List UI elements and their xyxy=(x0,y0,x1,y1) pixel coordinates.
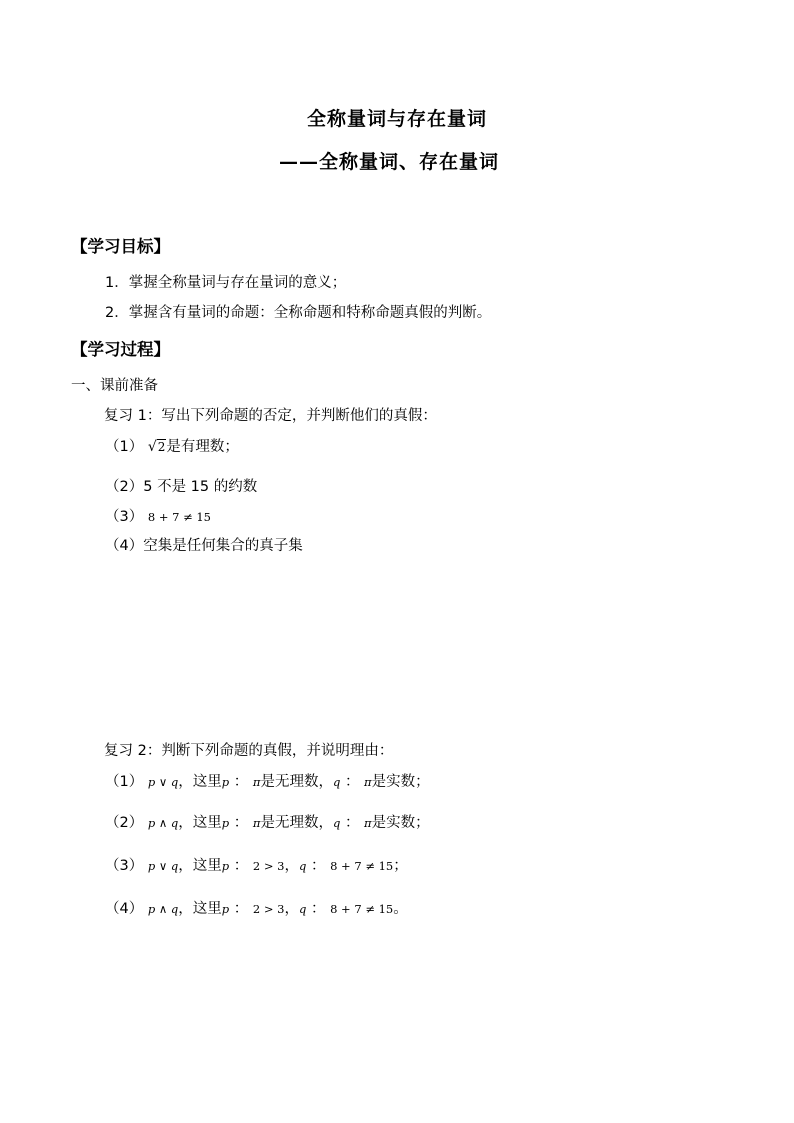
review1-item xyxy=(105,536,303,556)
part-heading: 一、课前准备 xyxy=(71,378,158,394)
item-number: （2） xyxy=(105,479,144,495)
item-text: ，这里 xyxy=(178,774,222,790)
item-text: 是无理数， xyxy=(260,815,333,831)
logic-expression: p ∧ q xyxy=(147,902,179,916)
item-number: （4） xyxy=(105,901,144,917)
inequality-formula: 8 + 7 ≠ 15 xyxy=(330,859,394,873)
pi-symbol: π xyxy=(252,816,261,830)
item-number: （2） xyxy=(105,815,144,831)
section-heading-process: 【学习过程】 xyxy=(71,340,170,359)
var-p: p xyxy=(221,816,230,830)
item-text: 是实数； xyxy=(371,815,430,831)
logic-expression: p ∨ q xyxy=(147,775,179,789)
inequality-formula: 2 > 3 xyxy=(252,859,285,873)
item-text: ； xyxy=(393,858,408,874)
item-text: ，这里 xyxy=(178,815,222,831)
page-title: 全称量词与存在量词 xyxy=(306,108,487,130)
item-text: 空集是任何集合的真子集 xyxy=(143,538,303,554)
var-q: q xyxy=(298,859,307,873)
colon: ： xyxy=(233,858,249,874)
item-number: （3） xyxy=(105,858,144,874)
var-q: q xyxy=(332,816,341,830)
goal-item: 2．掌握含有量词的命题：全称命题和特称命题真假的判断。 xyxy=(105,305,492,321)
var-p: p xyxy=(221,775,230,789)
logic-expression: p ∨ q xyxy=(147,859,179,873)
var-p: p xyxy=(221,902,230,916)
inequality-formula: 2 > 3 xyxy=(252,902,285,916)
colon: ： xyxy=(233,901,249,917)
var-q: q xyxy=(332,775,341,789)
review2-heading: 复习 2：判断下列命题的真假，并说明理由： xyxy=(104,743,394,759)
item-number: （3） xyxy=(105,509,144,525)
item-text: 是无理数， xyxy=(260,774,333,790)
goal-item: 1．掌握全称量词与存在量词的意义； xyxy=(105,275,347,291)
item-text: ，这里 xyxy=(178,858,222,874)
var-q: q xyxy=(298,902,307,916)
colon: ： xyxy=(233,774,249,790)
item-text: ， xyxy=(284,901,299,917)
colon: ： xyxy=(233,815,249,831)
review1-item xyxy=(105,477,257,497)
review2-item xyxy=(105,899,408,919)
review1-item xyxy=(105,507,211,527)
item-text: ， xyxy=(284,858,299,874)
colon: ： xyxy=(344,815,360,831)
section-heading-goals: 【学习目标】 xyxy=(71,237,170,256)
colon: ： xyxy=(344,774,360,790)
review1-item xyxy=(105,437,239,457)
item-number: （1） xyxy=(105,439,144,455)
item-number: （1） xyxy=(105,774,144,790)
pi-symbol: π xyxy=(364,816,372,830)
pi-symbol: π xyxy=(364,775,372,789)
item-number: （4） xyxy=(105,538,144,554)
item-text: 5 不是 15 的约数 xyxy=(143,479,258,495)
review1-heading: 复习 1：写出下列命题的否定，并判断他们的真假： xyxy=(104,408,437,424)
inequality-formula: 8 + 7 ≠ 15 xyxy=(330,902,394,916)
pi-symbol: π xyxy=(252,775,261,789)
item-text: 。 xyxy=(393,901,408,917)
review2-item xyxy=(105,772,430,792)
item-text: 是实数； xyxy=(371,774,430,790)
item-text: ，这里 xyxy=(178,901,222,917)
colon: ： xyxy=(310,858,326,874)
logic-expression: p ∧ q xyxy=(147,816,179,830)
page-subtitle: ——全称量词、存在量词 xyxy=(279,151,500,173)
review2-item xyxy=(105,856,408,876)
review2-item xyxy=(105,813,430,833)
item-text: 是有理数； xyxy=(166,439,239,455)
var-p: p xyxy=(221,859,230,873)
sqrt2-formula: √2 xyxy=(147,439,166,455)
colon: ： xyxy=(310,901,326,917)
inequality-formula: 8 + 7 ≠ 15 xyxy=(147,510,212,524)
